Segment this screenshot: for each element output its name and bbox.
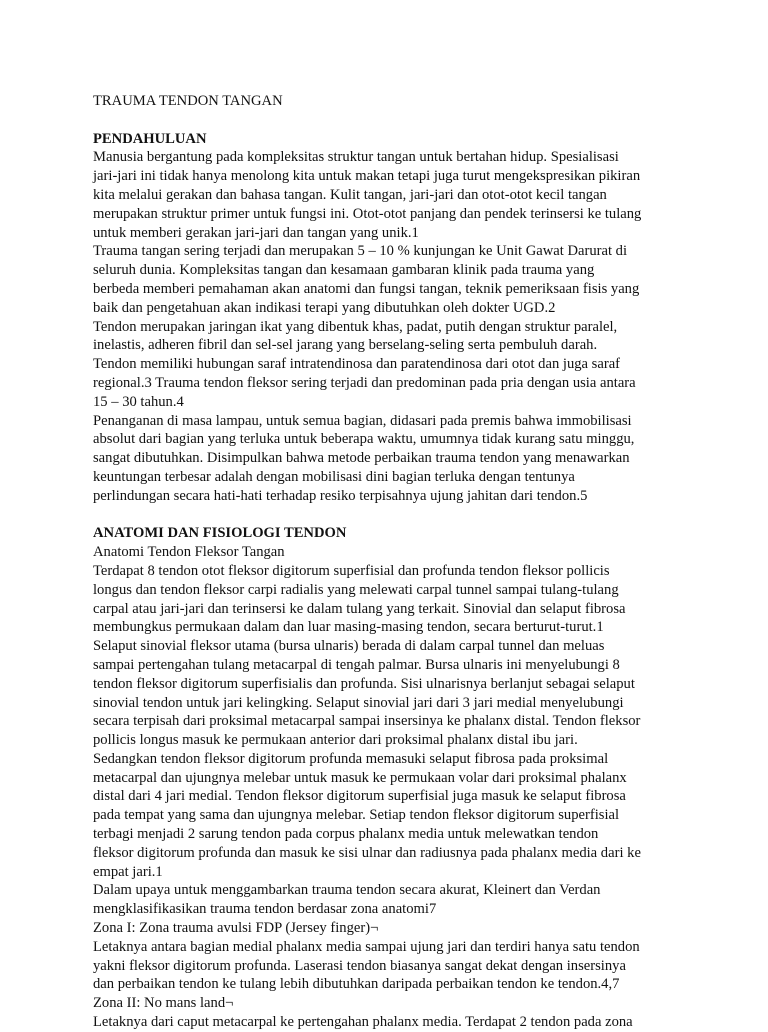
text-line: kita melalui gerakan dan bahasa tangan. Kulit tangan, jari-jari dan otot-otot kecil tangan bbox=[93, 186, 607, 203]
spacer bbox=[93, 506, 708, 525]
text-line: absolut dari bagian yang terluka untuk beberapa waktu, umumnya tidak kurang satu minggu, bbox=[93, 431, 635, 448]
spacer bbox=[93, 111, 708, 130]
text-line: keuntungan terbesar adalah dengan mobilisasi dini bagian terluka dengan tentunya bbox=[93, 468, 575, 485]
text-line: Tendon merupakan jaringan ikat yang dibentuk khas, padat, putih dengan struktur paralel, bbox=[93, 318, 618, 335]
text-line: Selaput sinovial fleksor utama (bursa ulnaris) berada di dalam carpal tunnel dan meluas bbox=[93, 638, 605, 655]
text-line: regional.3 Trauma tendon fleksor sering terjadi dan predominan pada pria dengan usia antara bbox=[93, 374, 636, 391]
text-line: Sedangkan tendon fleksor digitorum profunda memasuki selaput fibrosa pada proksimal bbox=[93, 750, 609, 767]
zona-heading: Zona I: Zona trauma avulsi FDP (Jersey finger)¬ bbox=[93, 920, 379, 937]
text-line: mengklasifikasikan trauma tendon berdasar zona anatomi7 bbox=[93, 901, 437, 918]
text-line: metacarpal dan ujungnya melebar untuk masuk ke permukaan volar dari proksimal phalanx bbox=[93, 769, 627, 786]
text-line: empat jari.1 bbox=[93, 863, 163, 880]
text-line: 15 – 30 tahun.4 bbox=[93, 393, 184, 410]
text-line: Manusia bergantung pada kompleksitas struktur tangan untuk bertahan hidup. Spesialisasi bbox=[93, 149, 619, 166]
text-line: Penanganan di masa lampau, untuk semua bagian, didasari pada premis bahwa immobilisasi bbox=[93, 412, 632, 429]
text-line: carpal atau jari-jari dan terinsersi ke dalam tulang yang terkait. Sinovial dan selaput fibrosa bbox=[93, 600, 626, 617]
text-line: Trauma tangan sering terjadi dan merupakan 5 – 10 % kunjungan ke Unit Gawat Darurat di bbox=[93, 243, 628, 260]
text-line: Letaknya antara bagian medial phalanx media sampai ujung jari dan terdiri hanya satu tendon bbox=[93, 938, 640, 955]
text-line: dan perbaikan tendon ke tulang lebih dibutuhkan daripada perbaikan tendon ke tendon.4,7 bbox=[93, 976, 620, 993]
section-heading-pendahuluan: PENDAHULUAN bbox=[93, 130, 207, 147]
text-line: pollicis longus masuk ke permukaan anterior dari proksimal phalanx distal ibu jari. bbox=[93, 732, 578, 749]
text-line: seluruh dunia. Kompleksitas tangan dan kesamaan gambaran klinik pada trauma yang bbox=[93, 262, 595, 279]
text-line: inelastis, adheren fibril dan sel-sel jarang yang berselang-seling serta pembuluh darah. bbox=[93, 337, 598, 354]
text-line: tendon fleksor digitorum superfisialis dan profunda. Sisi ulnarisnya berlanjut sebagai selaput bbox=[93, 675, 635, 692]
subsection-heading: Anatomi Tendon Fleksor Tangan bbox=[93, 544, 285, 561]
text-line: untuk memberi gerakan jari-jari dan tangan yang unik.1 bbox=[93, 224, 419, 241]
text-line: terbagi menjadi 2 sarung tendon pada corpus phalanx media untuk melewatkan tendon bbox=[93, 826, 599, 843]
text-line: secara terpisah dari proksimal metacarpal sampai insersinya ke phalanx distal. Tendon fleksor bbox=[93, 713, 641, 730]
text-line: berbeda memberi pemahaman akan anatomi dan fungsi tangan, teknik pemeriksaan fisis yang bbox=[93, 280, 640, 297]
text-line: Dalam upaya untuk menggambarkan trauma tendon secara akurat, Kleinert dan Verdan bbox=[93, 882, 601, 899]
text-line: baik dan pengetahuan akan indikasi terapi yang dibutuhkan oleh dokter UGD.2 bbox=[93, 299, 556, 316]
text-line: Letaknya dari caput metacarpal ke pertengahan phalanx media. Terdapat 2 tendon pada zona bbox=[93, 1014, 633, 1031]
text-line: distal dari 4 jari medial. Tendon fleksor digitorum superfisial juga masuk ke selaput fibrosa bbox=[93, 788, 626, 805]
zona-heading: Zona II: No mans land¬ bbox=[93, 995, 234, 1012]
text-line: sampai pertengahan tulang metacarpal di tengah palmar. Bursa ulnaris ini menyelubungi 8 bbox=[93, 656, 620, 673]
text-line: pada tempat yang sama dan ujungnya melebar. Setiap tendon fleksor digitorum superfisial bbox=[93, 807, 620, 824]
document-title: TRAUMA TENDON TANGAN bbox=[93, 93, 283, 109]
text-line: sangat dibutuhkan. Disimpulkan bahwa metode perbaikan trauma tendon yang menawarkan bbox=[93, 450, 630, 467]
text-line: Terdapat 8 tendon otot fleksor digitorum superfisial dan profunda tendon fleksor pollicis bbox=[93, 562, 610, 579]
section-heading-anatomi: ANATOMI DAN FISIOLOGI TENDON bbox=[93, 525, 347, 542]
text-line: jari-jari ini tidak hanya menolong kita untuk makan tetapi juga turut mengekspresikan pikiran bbox=[93, 168, 641, 185]
text-line: merupakan struktur primer untuk fungsi ini. Otot-otot panjang dan pendek terinsersi ke tulang bbox=[93, 205, 642, 222]
text-line: Tendon memiliki hubungan saraf intratendinosa dan paratendinosa dari otot dan juga saraf bbox=[93, 356, 621, 373]
text-line: membungkus permukaan dalam dan luar masing-masing tendon, secara berturut-turut.1 bbox=[93, 619, 604, 636]
text-line: longus dan tendon fleksor carpi radialis yang melewati carpal tunnel sampai tulang-tulang bbox=[93, 581, 619, 598]
text-line: fleksor digitorum profunda dan masuk ke sisi ulnar dan radiusnya pada phalanx media dari ke bbox=[93, 844, 641, 861]
text-line: perlindungan secara hati-hati terhadap resiko terpisahnya ujung jahitan dari tendon.5 bbox=[93, 487, 588, 504]
text-line: yakni fleksor digitorum profunda. Laserasi tendon biasanya sangat dekat dengan insersinya bbox=[93, 957, 626, 974]
text-line: sinovial tendon untuk jari kelingking. Selaput sinovial jari dari 3 jari medial menyelubungi bbox=[93, 694, 624, 711]
